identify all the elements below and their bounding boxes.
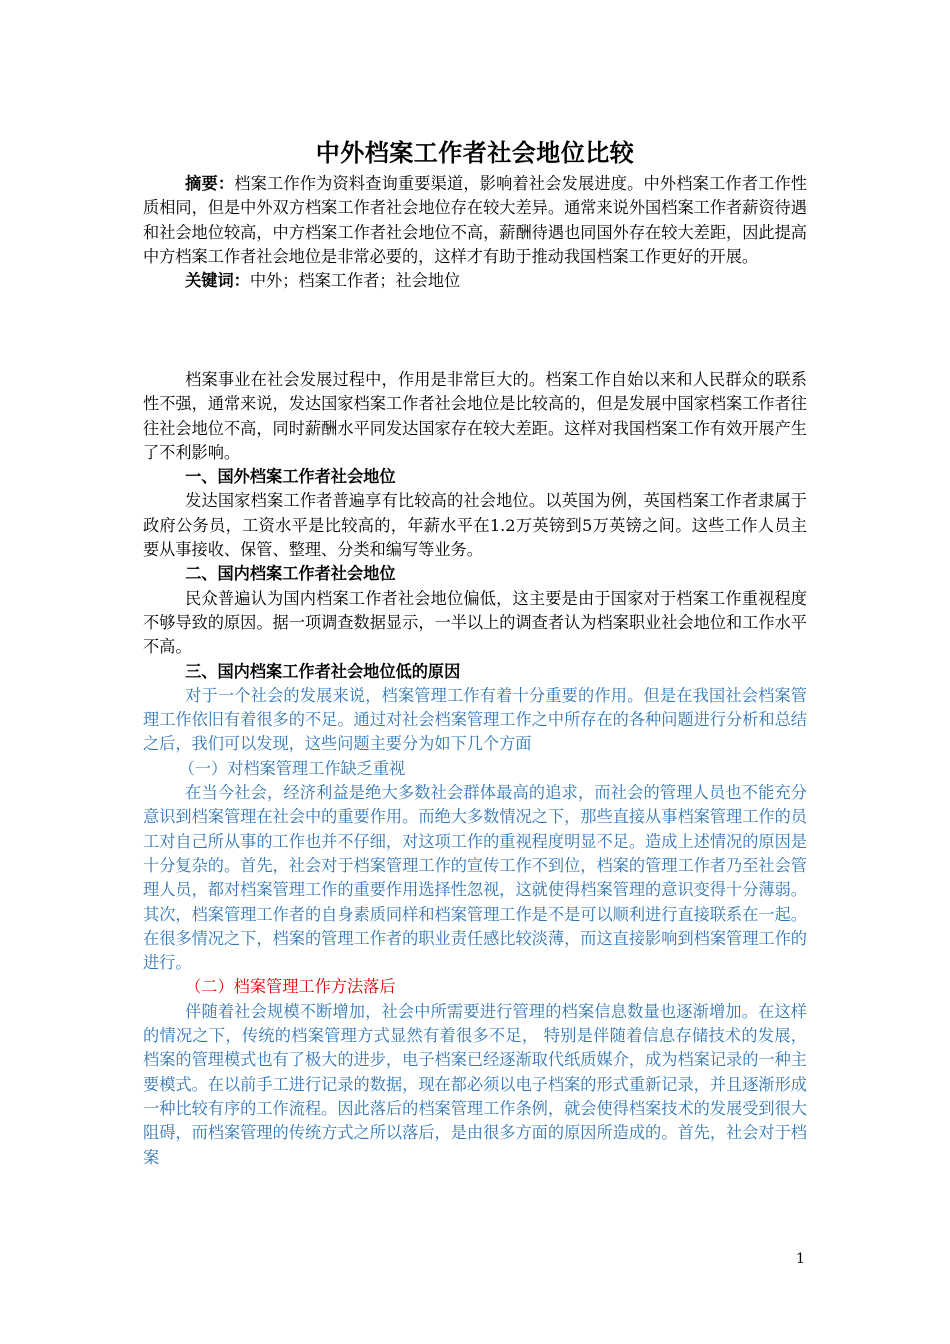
abstract-label: 摘要：	[185, 174, 235, 193]
document-title: 中外档案工作者社会地位比较	[315, 139, 635, 167]
intro-paragraph: 档案事业在社会发展过程中，作用是非常巨大的。档案工作自始以来和人民群众的联系性不强，通常来说，发达国家档案工作者社会地位是比较高的，但是发展中国家档案工作者往往社会地位不高，同时薪酬水平同发达国家存在较大差距。这样对我国档案工作有效开展产生了不利影响。	[143, 370, 807, 462]
sub2-paragraph: 伴随着社会规模不断增加，社会中所需要进行管理的档案信息数量也逐渐增加。在这样的情况之下，传统的档案管理方式显然有着很多不足， 特别是伴随着信息存储技术的发展，档案的管理模式也有了极大的进步，电子档案已经逐渐取代纸质媒介，成为档案记录的一种主要模式。在以前手工进行记录的数据，现在都必须以电子档案的形式重新记录，并且逐渐形成一种比较有序的工作流程。因此落后的档案管理工作条例，就会使得档案技术的发展受到很大阻碍，而档案管理的传统方式之所以落后，是由很多方面的原因所造成的。首先，社会对于档案	[143, 1001, 807, 1167]
main-body	[143, 368, 807, 1170]
sub1-paragraph: 在当今社会，经济利益是绝大多数社会群体最高的追求，而社会的管理人员也不能充分意识到档案管理在社会中的重要作用。而绝大多数情况之下，那些直接从事档案管理工作的员工对自己所从事的工作也并不仔细，对这项工作的重视程度明显不足。造成上述情况的原因是十分复杂的。首先，社会对于档案管理工作的宣传工作不到位，档案的管理工作者乃至社会管理人员，都对档案管理工作的重要作用选择性忽视，这就使得档案管理的意识变得十分薄弱。其次，档案管理工作者的自身素质同样和档案管理工作是不是可以顺利进行直接联系在一起。在很多情况之下，档案的管理工作者的职业责任感比较淡薄，而这直接影响到档案管理工作的进行。	[143, 783, 807, 973]
abstract-paragraph	[143, 172, 807, 269]
section2-heading: 二、国内档案工作者社会地位	[185, 564, 396, 584]
sub1-heading: （一）对档案管理工作缺乏重视	[178, 758, 406, 778]
section1-heading: 一、国外档案工作者社会地位	[185, 467, 396, 487]
abstract-block	[143, 172, 807, 293]
section1-paragraph: 发达国家档案工作者普遍享有比较高的社会地位。以英国为例，英国档案工作者隶属于政府公务员，工资水平是比较高的，年薪水平在1.2万英镑到5万英镑之间。这些工作人员主要从事接收、保管、整理、分类和编写等业务。	[143, 491, 807, 560]
page-number: 1	[796, 1251, 805, 1267]
keywords-text: 中外；档案工作者；社会地位	[249, 271, 461, 291]
section2-paragraph: 民众普遍认为国内档案工作者社会地位偏低，这主要是由于国家对于档案工作重视程度不够导致的原因。据一项调查数据显示，一半以上的调查者认为档案职业社会地位和工作水平不高。	[143, 588, 807, 657]
section3-intro-paragraph: 对于一个社会的发展来说，档案管理工作有着十分重要的作用。但是在我国社会档案管理工作依旧有着很多的不足。通过对社会档案管理工作之中所存在的各种问题进行分析和总结之后，我们可以发现，这些问题主要分为如下几个方面	[143, 685, 807, 754]
keywords-paragraph	[143, 269, 807, 293]
abstract-text: 档案工作作为资料查询重要渠道，影响着社会发展进度。中外档案工作者工作性质相同，但是中外双方档案工作者社会地位存在较大差异。通常来说外国档案工作者薪资待遇和社会地位较高，中方档案工作者社会地位不高，薪酬待遇也同国外存在较大差距，因此提高中方档案工作者社会地位是非常必要的，这样才有助于推动我国档案工作更好的开展。	[143, 174, 808, 266]
keywords-label: 关键词：	[185, 271, 250, 291]
sub2-heading: （二）档案管理工作方法落后	[185, 977, 396, 997]
section3-heading: 三、国内档案工作者社会地位低的原因	[185, 661, 461, 681]
